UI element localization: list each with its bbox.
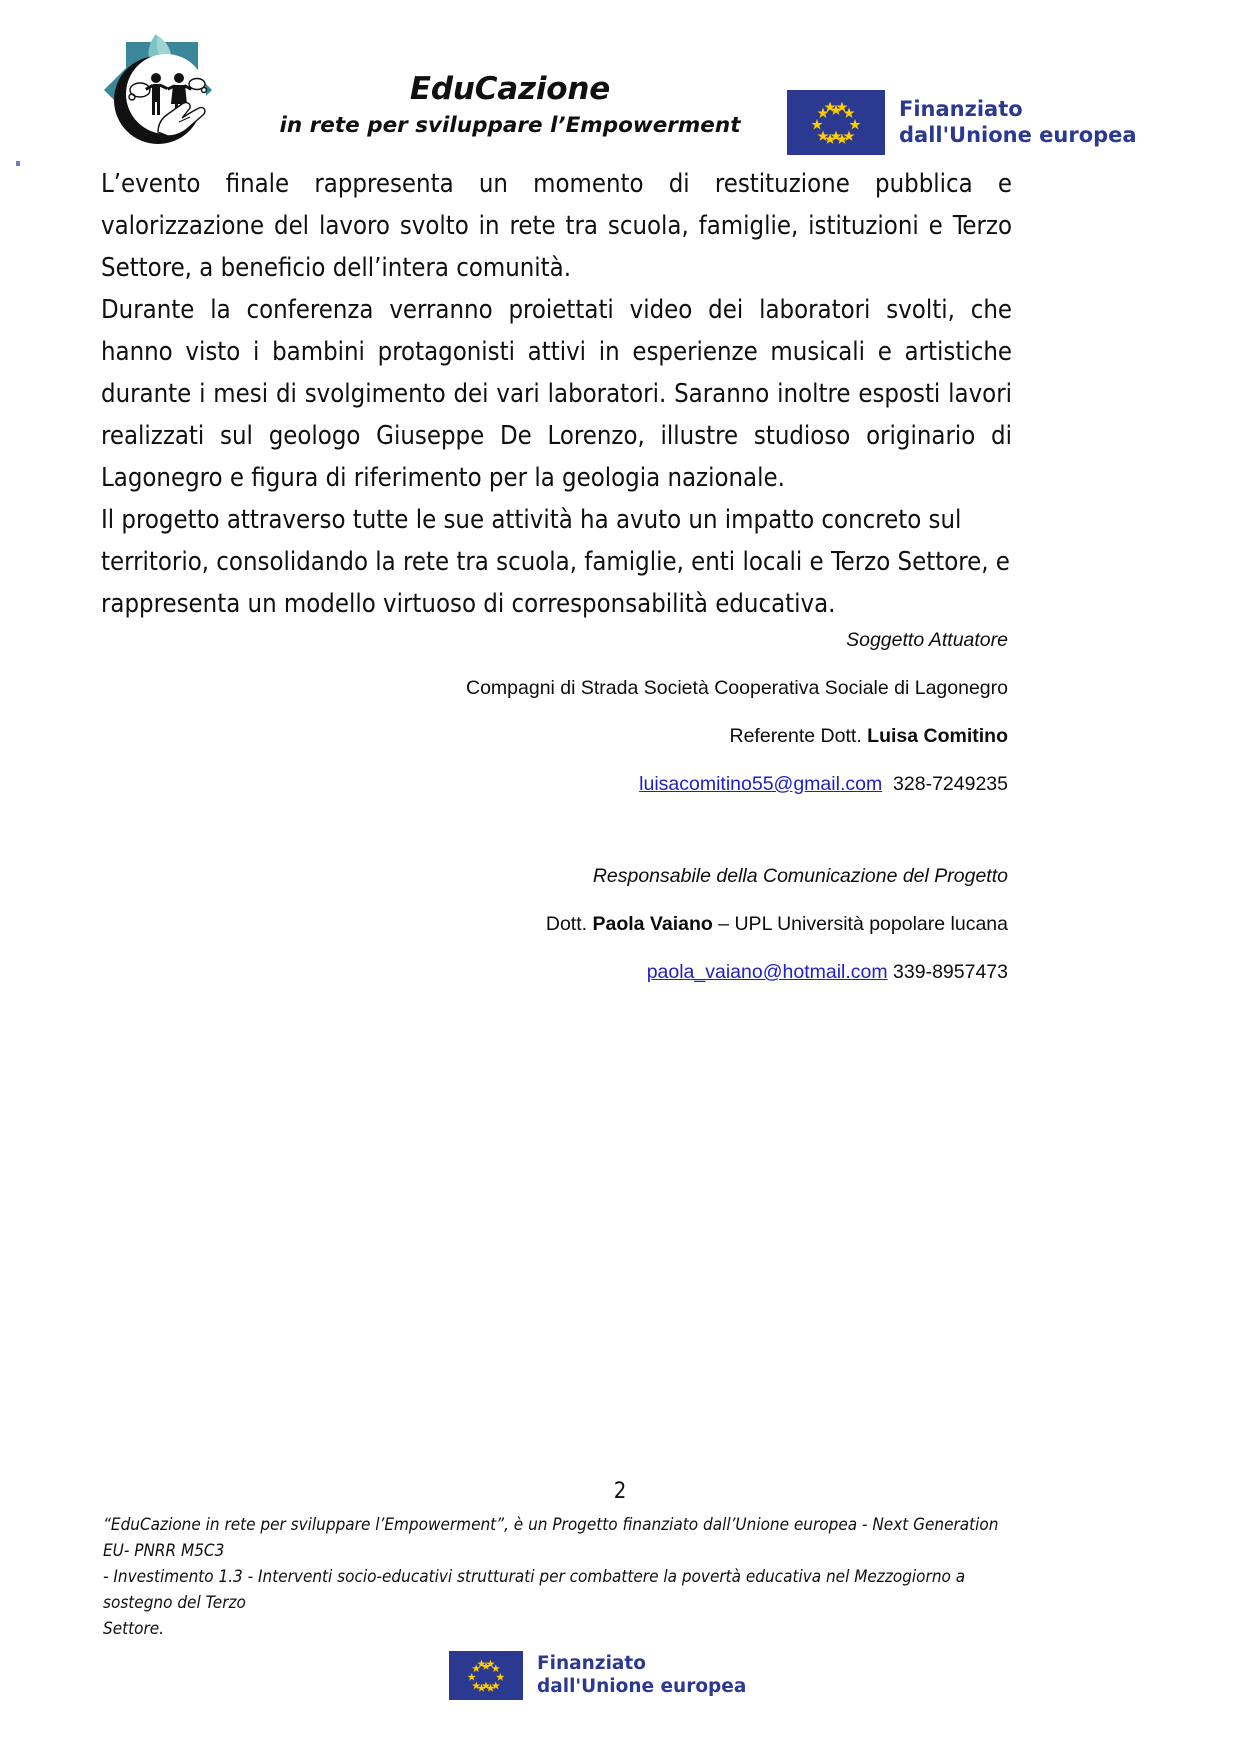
organization-name: Compagni di Strada Società Cooperativa Sociale di Lagonegro (465, 677, 1008, 699)
selection-dot-marker (16, 161, 20, 166)
referent-contact-line (240, 760, 1008, 808)
document-title: EduCazione (409, 71, 611, 107)
document-header (0, 14, 1240, 154)
footer-note-line1: “EduCazione in rete per sviluppare l’Empowerment”, è un Progetto finanziato dall’Unione europea - Next Generation EU- PNRR M5C3 (103, 1515, 999, 1561)
comms-email-link[interactable]: paola_vaiano@hotmail.com (646, 961, 888, 983)
compagni-di-strada-logo-icon (96, 28, 220, 156)
eu-funding-line2: dall'Unione europea (899, 122, 1137, 147)
comms-manager-label: Responsabile della Comunicazione del Progetto (592, 865, 1008, 887)
body-paragraph-3: Il progetto attraverso tutte le sue attività ha avuto un impatto concreto sul territorio, consolidando la rete tra scuola, famiglie, enti locali e Terzo Settore, e rappresenta un modello virtuoso di corresponsabilità educativa. (101, 505, 1010, 619)
soggetto-attuatore-label: Soggetto Attuatore (846, 629, 1008, 651)
referent-line (240, 712, 1008, 760)
comms-manager-line (240, 900, 1008, 948)
eu-funding-line2: dall'Unione europea (537, 1675, 747, 1697)
signature-spacer (240, 808, 1008, 852)
page-number: 2 (613, 1479, 627, 1504)
document-footer (0, 1469, 1240, 1754)
footer-note-line3: Settore. (103, 1619, 165, 1639)
eu-funding-text (537, 1653, 746, 1698)
footer-note-line2: - Investimento 1.3 - Interventi socio-educativi strutturati per combattere la povertà educativa nel Mezzogiorno a sostegno del Terzo (103, 1567, 966, 1613)
header-title-block (250, 72, 770, 140)
eu-funding-badge-header (787, 90, 1137, 155)
eu-flag-icon (787, 90, 885, 155)
comms-suffix: – UPL Università popolare lucana (712, 913, 1008, 935)
referent-email-link[interactable]: luisacomitino55@gmail.com (639, 773, 883, 795)
eu-funding-line1: Finanziato (537, 1652, 646, 1674)
eu-funding-text (899, 97, 1137, 148)
document-subtitle: in rete per sviluppare l’Empowerment (279, 112, 741, 138)
signature-block (240, 616, 1008, 996)
comms-contact-line (240, 948, 1008, 996)
eu-flag-icon (449, 1651, 523, 1700)
referent-phone: 328-7249235 (893, 773, 1008, 795)
body-paragraph-2: Durante la conferenza verranno proiettati video dei laboratori svolti, che hanno visto i bambini protagonisti attivi in esperienze musicali e artistiche durante i mesi di svolgimento dei vari laboratori. Saranno inoltre esposti lavori realizzati sul geologo Giuseppe De Lorenzo, illustre studioso originario di Lagonegro e figura di riferimento per la geologia nazionale. (101, 295, 1012, 493)
comms-prefix: Dott. (545, 913, 593, 935)
body-paragraph-1: L’evento finale rappresenta un momento di restituzione pubblica e valorizzazione del lavoro svolto in rete tra scuola, famiglie, istituzioni e Terzo Settore, a beneficio dell’intera comunità. (101, 169, 1012, 283)
document-body (101, 163, 1012, 625)
comms-phone: 339-8957473 (893, 961, 1008, 983)
eu-funding-line1: Finanziato (899, 96, 1023, 121)
comms-name: Paola Vaiano (592, 913, 713, 935)
referent-name: Luisa Comitino (867, 725, 1008, 747)
footer-disclaimer (103, 1512, 1015, 1642)
eu-funding-badge-footer (449, 1651, 746, 1700)
referent-prefix: Referente Dott. (729, 725, 868, 747)
